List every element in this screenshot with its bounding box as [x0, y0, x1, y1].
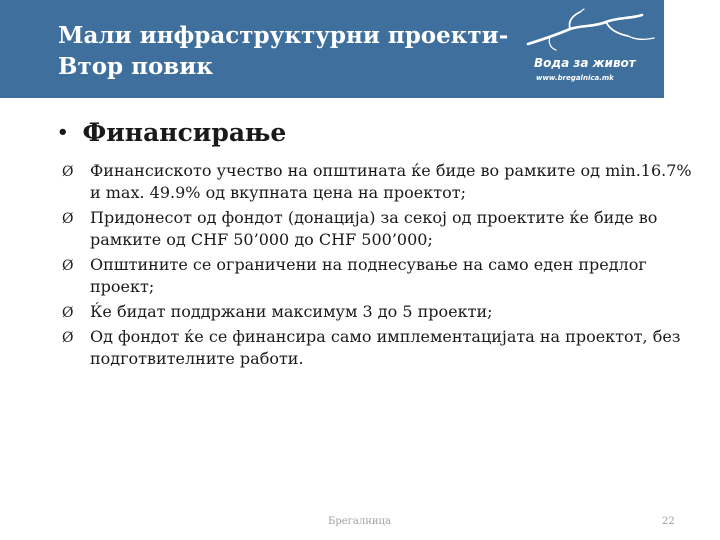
- arrow-bullet-icon: Ø: [62, 258, 74, 274]
- logo-name: Вода за живот: [534, 56, 636, 70]
- header-bar: [0, 0, 664, 98]
- slide-title: [58, 20, 558, 82]
- page-number: 22: [662, 516, 675, 527]
- list-item: [62, 254, 702, 298]
- slide-title-line-1: Мали инфраструктурни проекти-: [58, 22, 509, 49]
- arrow-bullet-icon: Ø: [62, 330, 74, 346]
- heading-bullet: •: [57, 122, 69, 143]
- list-item-text: Придонесот од фондот (донација) за секој од проектите ќе биде во рамките од CHF 50’000 до CHF 500’000;: [90, 208, 658, 249]
- bullet-list: [62, 160, 702, 373]
- logo: [520, 8, 660, 98]
- list-item-text: Општините се ограничени на поднесување на само еден предлог проект;: [90, 255, 647, 296]
- list-item-text: Финансиското учество на општината ќе биде во рамките од min.16.7% и max. 49.9% од вкупната цена на проектот;: [90, 161, 692, 202]
- section-heading-text: Финансирање: [82, 118, 287, 147]
- list-item: [62, 160, 702, 204]
- logo-url: www.bregalnica.mk: [536, 74, 614, 82]
- arrow-bullet-icon: Ø: [62, 305, 74, 321]
- list-item: [62, 326, 702, 370]
- arrow-bullet-icon: Ø: [62, 211, 74, 227]
- footer-text: Брегалница: [328, 516, 391, 527]
- arrow-bullet-icon: Ø: [62, 164, 74, 180]
- slide-title-line-2: Втор повик: [58, 53, 213, 80]
- river-branch-icon: [520, 8, 660, 58]
- list-item: [62, 207, 702, 251]
- list-item-text: Ќе бидат поддржани максимум 3 до 5 проекти;: [90, 302, 493, 321]
- list-item-text: Од фондот ќе се финансира само имплементацијата на проектот, без подготвителните работи.: [90, 327, 681, 368]
- list-item: [62, 301, 702, 323]
- section-heading: [57, 118, 286, 147]
